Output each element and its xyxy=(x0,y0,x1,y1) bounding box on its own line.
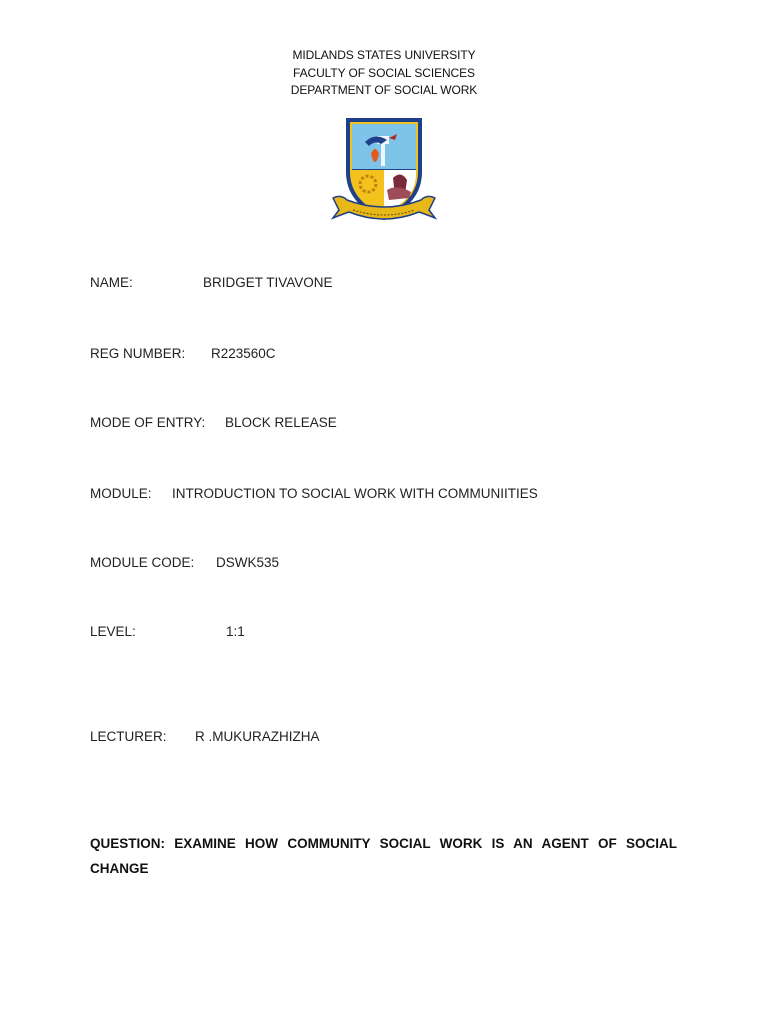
module-label: MODULE: xyxy=(90,486,152,501)
reg-number-label: REG NUMBER: xyxy=(90,346,186,361)
name-label: NAME: xyxy=(90,275,133,290)
lecturer-value: R .MUKURAZHIZHA xyxy=(195,729,320,744)
document-header xyxy=(0,47,768,100)
level-value: 1:1 xyxy=(226,624,245,639)
faculty-name: FACULTY OF SOCIAL SCIENCES xyxy=(293,65,475,80)
department-name: DEPARTMENT OF SOCIAL WORK xyxy=(290,83,478,97)
lecturer-label: LECTURER: xyxy=(90,729,167,744)
university-crest-icon xyxy=(331,114,437,224)
module-code-label: MODULE CODE: xyxy=(90,555,195,570)
assignment-question: QUESTION: EXAMINE HOW COMMUNITY SOCIAL WORK IS AN AGENT OF SOCIAL CHANGE xyxy=(90,836,677,876)
mode-of-entry-label: MODE OF ENTRY: xyxy=(90,415,206,430)
name-value: BRIDGET TIVAVONE xyxy=(203,275,333,290)
level-label: LEVEL: xyxy=(90,624,136,639)
university-name: MIDLANDS STATES UNIVERSITY xyxy=(292,48,476,62)
mode-of-entry-value: BLOCK RELEASE xyxy=(225,415,337,430)
module-value: INTRODUCTION TO SOCIAL WORK WITH COMMUNIITIES xyxy=(172,486,538,501)
module-code-value: DSWK535 xyxy=(216,555,280,570)
reg-number-value: R223560C xyxy=(211,346,276,361)
